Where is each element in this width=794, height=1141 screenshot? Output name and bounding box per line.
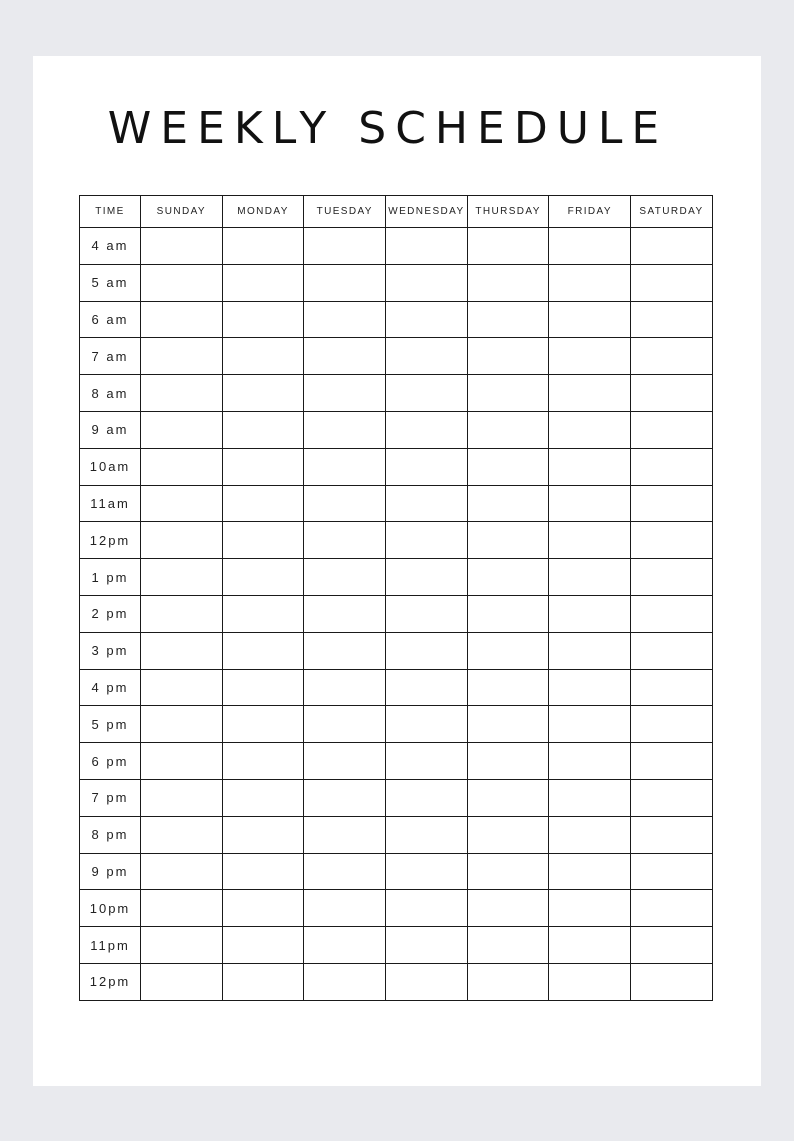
schedule-body: [80, 228, 713, 1001]
schedule-cell-tuesday[interactable]: [304, 779, 386, 816]
table-row: [80, 301, 713, 338]
time-slot-label: 12pm: [80, 522, 141, 559]
schedule-cell-friday[interactable]: [549, 927, 631, 964]
schedule-cell-tuesday[interactable]: [304, 448, 386, 485]
schedule-cell-saturday[interactable]: [631, 411, 713, 448]
time-slot-label: 7 pm: [80, 779, 141, 816]
schedule-cell-saturday[interactable]: [631, 264, 713, 301]
schedule-cell-wednesday[interactable]: [386, 927, 468, 964]
schedule-cell-monday[interactable]: [222, 706, 304, 743]
schedule-cell-friday[interactable]: [549, 743, 631, 780]
table-row: [80, 779, 713, 816]
schedule-cell-wednesday[interactable]: [386, 669, 468, 706]
schedule-cell-friday[interactable]: [549, 632, 631, 669]
schedule-cell-tuesday[interactable]: [304, 228, 386, 265]
schedule-cell-thursday[interactable]: [467, 448, 549, 485]
schedule-cell-friday[interactable]: [549, 963, 631, 1000]
table-row: [80, 485, 713, 522]
time-slot-label: 5 am: [80, 264, 141, 301]
schedule-cell-saturday[interactable]: [631, 338, 713, 375]
schedule-cell-thursday[interactable]: [467, 522, 549, 559]
table-row: [80, 890, 713, 927]
schedule-cell-friday[interactable]: [549, 559, 631, 596]
time-column-header: TIME: [80, 196, 141, 228]
time-slot-label: 4 pm: [80, 669, 141, 706]
schedule-cell-friday[interactable]: [549, 411, 631, 448]
schedule-cell-sunday[interactable]: [141, 228, 223, 265]
schedule-cell-monday[interactable]: [222, 375, 304, 412]
schedule-cell-saturday[interactable]: [631, 853, 713, 890]
time-slot-label: 10pm: [80, 890, 141, 927]
table-row: [80, 632, 713, 669]
header-row: [80, 196, 713, 228]
schedule-table: [79, 195, 713, 1001]
schedule-cell-saturday[interactable]: [631, 595, 713, 632]
schedule-cell-thursday[interactable]: [467, 669, 549, 706]
table-row: [80, 228, 713, 265]
schedule-cell-friday[interactable]: [549, 706, 631, 743]
table-row: [80, 448, 713, 485]
schedule-cell-saturday[interactable]: [631, 228, 713, 265]
schedule-cell-saturday[interactable]: [631, 779, 713, 816]
table-row: [80, 559, 713, 596]
schedule-cell-tuesday[interactable]: [304, 375, 386, 412]
schedule-cell-wednesday[interactable]: [386, 890, 468, 927]
schedule-cell-sunday[interactable]: [141, 448, 223, 485]
schedule-cell-thursday[interactable]: [467, 890, 549, 927]
schedule-cell-wednesday[interactable]: [386, 779, 468, 816]
time-slot-label: 10am: [80, 448, 141, 485]
schedule-cell-thursday[interactable]: [467, 485, 549, 522]
schedule-cell-monday[interactable]: [222, 632, 304, 669]
schedule-cell-wednesday[interactable]: [386, 301, 468, 338]
schedule-cell-sunday[interactable]: [141, 632, 223, 669]
schedule-cell-sunday[interactable]: [141, 890, 223, 927]
time-slot-label: 4 am: [80, 228, 141, 265]
time-slot-label: 8 am: [80, 375, 141, 412]
time-slot-label: 7 am: [80, 338, 141, 375]
schedule-cell-sunday[interactable]: [141, 816, 223, 853]
schedule-cell-sunday[interactable]: [141, 963, 223, 1000]
schedule-cell-friday[interactable]: [549, 338, 631, 375]
day-header-wednesday: WEDNESDAY: [386, 196, 468, 228]
schedule-cell-monday[interactable]: [222, 301, 304, 338]
time-slot-label: 11pm: [80, 927, 141, 964]
schedule-cell-thursday[interactable]: [467, 963, 549, 1000]
schedule-cell-saturday[interactable]: [631, 375, 713, 412]
schedule-cell-monday[interactable]: [222, 669, 304, 706]
schedule-cell-tuesday[interactable]: [304, 522, 386, 559]
schedule-cell-thursday[interactable]: [467, 264, 549, 301]
schedule-cell-wednesday[interactable]: [386, 816, 468, 853]
schedule-cell-sunday[interactable]: [141, 853, 223, 890]
schedule-cell-monday[interactable]: [222, 927, 304, 964]
schedule-cell-sunday[interactable]: [141, 743, 223, 780]
schedule-cell-sunday[interactable]: [141, 485, 223, 522]
schedule-cell-monday[interactable]: [222, 816, 304, 853]
schedule-cell-wednesday[interactable]: [386, 853, 468, 890]
schedule-cell-thursday[interactable]: [467, 595, 549, 632]
schedule-cell-friday[interactable]: [549, 485, 631, 522]
schedule-cell-tuesday[interactable]: [304, 632, 386, 669]
schedule-cell-friday[interactable]: [549, 264, 631, 301]
schedule-cell-saturday[interactable]: [631, 890, 713, 927]
schedule-cell-wednesday[interactable]: [386, 963, 468, 1000]
time-slot-label: 8 pm: [80, 816, 141, 853]
schedule-cell-monday[interactable]: [222, 485, 304, 522]
schedule-cell-tuesday[interactable]: [304, 595, 386, 632]
schedule-cell-sunday[interactable]: [141, 595, 223, 632]
schedule-cell-saturday[interactable]: [631, 559, 713, 596]
schedule-cell-thursday[interactable]: [467, 853, 549, 890]
schedule-cell-tuesday[interactable]: [304, 669, 386, 706]
schedule-cell-wednesday[interactable]: [386, 411, 468, 448]
day-header-monday: MONDAY: [222, 196, 304, 228]
table-row: [80, 816, 713, 853]
schedule-cell-tuesday[interactable]: [304, 743, 386, 780]
schedule-cell-sunday[interactable]: [141, 522, 223, 559]
schedule-cell-monday[interactable]: [222, 779, 304, 816]
table-row: [80, 264, 713, 301]
schedule-cell-thursday[interactable]: [467, 228, 549, 265]
schedule-cell-monday[interactable]: [222, 338, 304, 375]
schedule-cell-wednesday[interactable]: [386, 743, 468, 780]
schedule-cell-monday[interactable]: [222, 448, 304, 485]
schedule-cell-tuesday[interactable]: [304, 927, 386, 964]
schedule-cell-friday[interactable]: [549, 595, 631, 632]
schedule-cell-saturday[interactable]: [631, 816, 713, 853]
time-slot-label: 5 pm: [80, 706, 141, 743]
schedule-cell-friday[interactable]: [549, 448, 631, 485]
schedule-cell-thursday[interactable]: [467, 706, 549, 743]
time-slot-label: 9 am: [80, 411, 141, 448]
schedule-cell-thursday[interactable]: [467, 927, 549, 964]
schedule-cell-tuesday[interactable]: [304, 816, 386, 853]
time-slot-label: 9 pm: [80, 853, 141, 890]
schedule-cell-monday[interactable]: [222, 228, 304, 265]
schedule-cell-thursday[interactable]: [467, 411, 549, 448]
schedule-cell-wednesday[interactable]: [386, 559, 468, 596]
schedule-cell-thursday[interactable]: [467, 301, 549, 338]
schedule-cell-monday[interactable]: [222, 743, 304, 780]
schedule-cell-monday[interactable]: [222, 559, 304, 596]
schedule-cell-thursday[interactable]: [467, 743, 549, 780]
schedule-cell-sunday[interactable]: [141, 779, 223, 816]
schedule-cell-thursday[interactable]: [467, 816, 549, 853]
time-slot-label: 6 pm: [80, 743, 141, 780]
schedule-cell-monday[interactable]: [222, 595, 304, 632]
table-row: [80, 375, 713, 412]
schedule-cell-wednesday[interactable]: [386, 448, 468, 485]
schedule-cell-monday[interactable]: [222, 522, 304, 559]
schedule-cell-tuesday[interactable]: [304, 559, 386, 596]
page-title: WEEKLY SCHEDULE: [107, 103, 669, 154]
table-row: [80, 706, 713, 743]
schedule-cell-tuesday[interactable]: [304, 264, 386, 301]
schedule-cell-friday[interactable]: [549, 301, 631, 338]
day-header-friday: FRIDAY: [549, 196, 631, 228]
time-slot-label: 2 pm: [80, 595, 141, 632]
time-slot-label: 12pm: [80, 963, 141, 1000]
schedule-cell-friday[interactable]: [549, 228, 631, 265]
schedule-cell-saturday[interactable]: [631, 743, 713, 780]
table-row: [80, 669, 713, 706]
table-row: [80, 853, 713, 890]
schedule-cell-sunday[interactable]: [141, 706, 223, 743]
table-row: [80, 522, 713, 559]
schedule-cell-monday[interactable]: [222, 264, 304, 301]
schedule-cell-sunday[interactable]: [141, 669, 223, 706]
schedule-cell-tuesday[interactable]: [304, 485, 386, 522]
schedule-cell-tuesday[interactable]: [304, 890, 386, 927]
time-slot-label: 11am: [80, 485, 141, 522]
schedule-cell-thursday[interactable]: [467, 338, 549, 375]
table-row: [80, 595, 713, 632]
schedule-cell-monday[interactable]: [222, 411, 304, 448]
schedule-cell-friday[interactable]: [549, 522, 631, 559]
schedule-cell-saturday[interactable]: [631, 706, 713, 743]
schedule-cell-friday[interactable]: [549, 669, 631, 706]
schedule-cell-tuesday[interactable]: [304, 853, 386, 890]
schedule-cell-thursday[interactable]: [467, 779, 549, 816]
schedule-cell-saturday[interactable]: [631, 963, 713, 1000]
day-header-sunday: SUNDAY: [141, 196, 223, 228]
schedule-cell-friday[interactable]: [549, 853, 631, 890]
day-header-tuesday: TUESDAY: [304, 196, 386, 228]
schedule-cell-tuesday[interactable]: [304, 411, 386, 448]
schedule-cell-saturday[interactable]: [631, 301, 713, 338]
table-row: [80, 338, 713, 375]
schedule-cell-sunday[interactable]: [141, 264, 223, 301]
schedule-cell-sunday[interactable]: [141, 338, 223, 375]
time-slot-label: 6 am: [80, 301, 141, 338]
table-row: [80, 411, 713, 448]
table-row: [80, 927, 713, 964]
time-slot-label: 3 pm: [80, 632, 141, 669]
schedule-cell-sunday[interactable]: [141, 375, 223, 412]
schedule-cell-tuesday[interactable]: [304, 301, 386, 338]
schedule-cell-wednesday[interactable]: [386, 375, 468, 412]
schedule-cell-tuesday[interactable]: [304, 963, 386, 1000]
schedule-cell-saturday[interactable]: [631, 632, 713, 669]
schedule-cell-friday[interactable]: [549, 375, 631, 412]
schedule-cell-monday[interactable]: [222, 963, 304, 1000]
schedule-cell-saturday[interactable]: [631, 448, 713, 485]
schedule-cell-wednesday[interactable]: [386, 485, 468, 522]
schedule-cell-wednesday[interactable]: [386, 338, 468, 375]
schedule-cell-saturday[interactable]: [631, 669, 713, 706]
table-row: [80, 743, 713, 780]
schedule-cell-sunday[interactable]: [141, 559, 223, 596]
schedule-cell-monday[interactable]: [222, 890, 304, 927]
table-row: [80, 963, 713, 1000]
schedule-cell-thursday[interactable]: [467, 559, 549, 596]
schedule-cell-saturday[interactable]: [631, 485, 713, 522]
schedule-cell-saturday[interactable]: [631, 522, 713, 559]
schedule-cell-wednesday[interactable]: [386, 522, 468, 559]
schedule-cell-thursday[interactable]: [467, 375, 549, 412]
schedule-cell-friday[interactable]: [549, 816, 631, 853]
schedule-cell-tuesday[interactable]: [304, 338, 386, 375]
schedule-cell-monday[interactable]: [222, 853, 304, 890]
schedule-cell-sunday[interactable]: [141, 927, 223, 964]
schedule-cell-sunday[interactable]: [141, 411, 223, 448]
schedule-cell-wednesday[interactable]: [386, 228, 468, 265]
day-header-thursday: THURSDAY: [467, 196, 549, 228]
schedule-cell-friday[interactable]: [549, 779, 631, 816]
schedule-cell-sunday[interactable]: [141, 301, 223, 338]
time-slot-label: 1 pm: [80, 559, 141, 596]
schedule-cell-wednesday[interactable]: [386, 706, 468, 743]
schedule-cell-thursday[interactable]: [467, 632, 549, 669]
schedule-cell-wednesday[interactable]: [386, 595, 468, 632]
schedule-cell-tuesday[interactable]: [304, 706, 386, 743]
schedule-cell-wednesday[interactable]: [386, 632, 468, 669]
day-header-saturday: SATURDAY: [631, 196, 713, 228]
schedule-cell-friday[interactable]: [549, 890, 631, 927]
schedule-cell-saturday[interactable]: [631, 927, 713, 964]
schedule-cell-wednesday[interactable]: [386, 264, 468, 301]
